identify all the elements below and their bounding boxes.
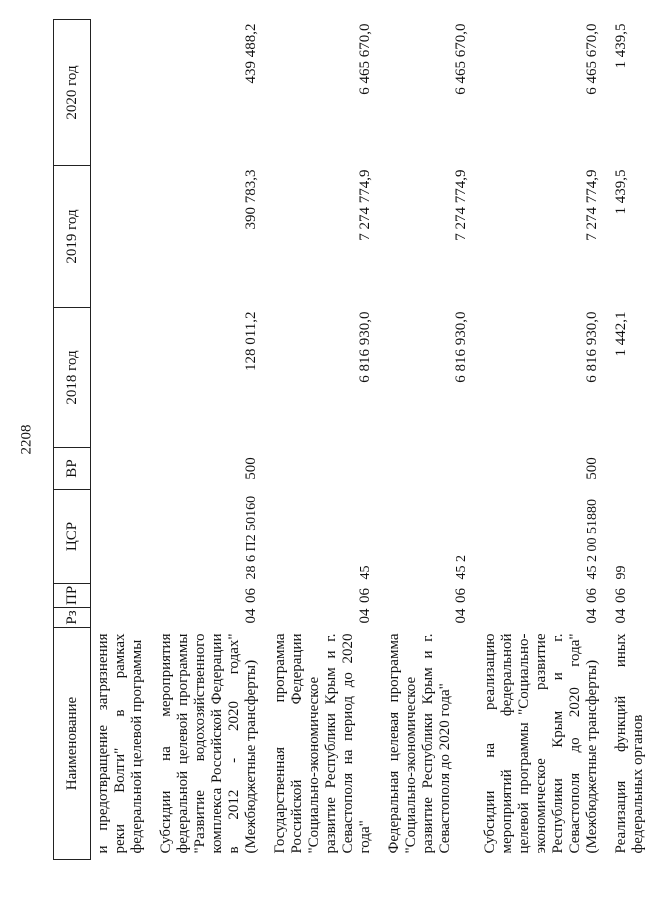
row-name: Федеральная целевая программа "Социально-экономическое развитие Республики Крым и г. Севастополя до 2020 года" <box>386 633 453 854</box>
row-pr: 06 <box>584 588 600 603</box>
row-2018: 6 816 930,0 <box>357 311 373 383</box>
row-2019: 7 274 774,9 <box>584 169 600 241</box>
row-2018: 6 816 930,0 <box>453 311 469 383</box>
table-row <box>268 20 382 860</box>
rotated-budget-table-sheet <box>53 20 646 860</box>
table-row <box>154 20 268 860</box>
row-name: Реализация функций иных федеральных органов <box>613 633 646 854</box>
row-vr <box>382 448 478 490</box>
header-pr: ПР <box>54 584 91 608</box>
row-vr <box>609 448 669 490</box>
row-csr: 45 <box>358 565 373 580</box>
row-2020: 439 488,2 <box>243 23 259 84</box>
header-2019: 2019 год <box>54 166 91 308</box>
row-vr: 500 <box>584 457 600 480</box>
row-2019: 1 439,5 <box>613 169 629 215</box>
row-2020: 6 465 670,0 <box>453 23 469 95</box>
row-vr <box>91 448 155 490</box>
row-csr: 99 <box>614 565 629 580</box>
row-2018 <box>91 308 155 448</box>
row-2019: 7 274 774,9 <box>357 169 373 241</box>
row-2018: 6 816 930,0 <box>584 311 600 383</box>
row-rz: 04 <box>453 608 469 624</box>
row-pr: 06 <box>453 588 469 603</box>
row-2019: 390 783,3 <box>243 169 259 230</box>
row-name: Субсидии на мероприятия федеральной целевой программы "Развитие водохозяйственного комплекса Российской Федерации в 2012 - 2020 годах" (Межбюджетные трансферты) <box>158 633 259 854</box>
table-header-row <box>54 20 91 860</box>
header-csr: ЦСР <box>54 490 91 584</box>
table-row <box>382 20 478 860</box>
table-row <box>609 20 669 860</box>
row-vr <box>268 448 382 490</box>
row-csr <box>91 490 155 584</box>
row-2020: 6 465 670,0 <box>584 23 600 95</box>
row-rz: 04 <box>613 608 629 624</box>
row-2018: 128 011,2 <box>243 311 259 371</box>
row-2020: 6 465 670,0 <box>357 23 373 95</box>
row-rz <box>91 608 155 628</box>
row-vr: 500 <box>243 457 259 480</box>
row-2019: 7 274 774,9 <box>453 169 469 241</box>
header-2018: 2018 год <box>54 308 91 448</box>
row-pr <box>91 584 155 608</box>
row-csr: 45 2 <box>454 555 469 580</box>
header-name: Наименование <box>54 628 91 860</box>
row-rz: 04 <box>584 608 600 624</box>
row-rz: 04 <box>357 608 373 624</box>
table-row <box>478 20 609 860</box>
row-2020 <box>91 20 155 166</box>
row-rz: 04 <box>243 608 259 624</box>
budget-table <box>53 19 669 860</box>
row-2020: 1 439,5 <box>613 23 629 69</box>
row-csr: 45 2 00 51880 <box>585 499 600 580</box>
row-name: и предотвращение загрязнения реки Волги" в рамках федеральной целевой программы <box>95 633 145 854</box>
header-vr: ВР <box>54 448 91 490</box>
row-pr: 06 <box>243 588 259 603</box>
row-2019 <box>91 166 155 308</box>
header-rz: Рз <box>54 608 91 628</box>
row-2018: 1 442,1 <box>613 311 629 357</box>
row-pr: 06 <box>613 588 629 603</box>
table-row <box>91 20 155 860</box>
page-number: 2208 <box>18 424 35 454</box>
row-name: Государственная программа Российской Федерации "Социально-экономическое развитие Республики Крым и г. Севастополя на период до 2020 года" <box>272 633 373 854</box>
row-name: Субсидии на реализацию мероприятий федеральной целевой программы "Социально-экономическое развитие Республики Крым и г. Севастополя до 2020 года" (Межбюджетные трансферты) <box>482 633 600 854</box>
row-csr: 28 6 П2 50160 <box>244 495 259 580</box>
row-pr: 06 <box>357 588 373 603</box>
header-2020: 2020 год <box>54 20 91 166</box>
